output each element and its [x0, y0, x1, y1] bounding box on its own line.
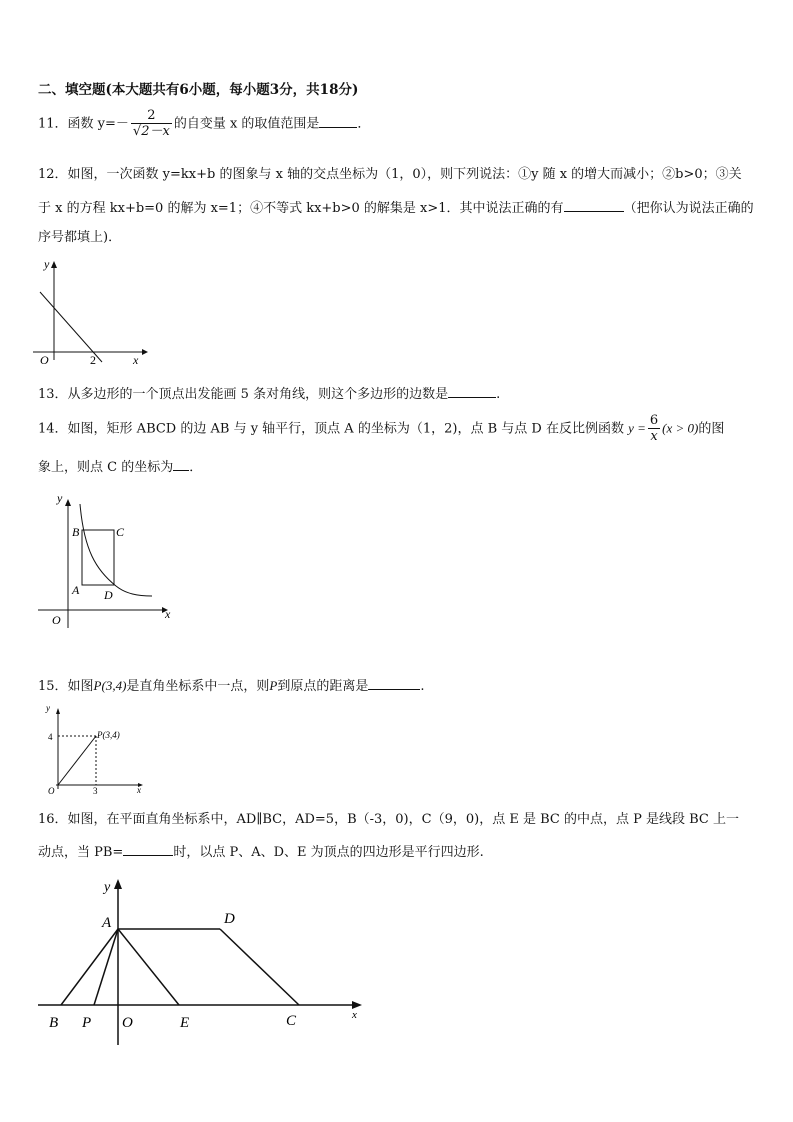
- q15-label-o: O: [48, 786, 55, 796]
- q16-x-arrow-icon: [352, 1001, 362, 1009]
- q15-label-p: P(3,4): [97, 730, 120, 740]
- section-title: 二、填空题(本大题共有6小题，每小题3分，共18分): [38, 82, 359, 98]
- q16-label-y: y: [104, 880, 111, 895]
- q16-segment-ab: [61, 929, 118, 1005]
- q15-prefix: 15．如图: [38, 679, 94, 694]
- q14-label-d: D: [104, 588, 113, 602]
- q16-segment-ap: [94, 929, 118, 1005]
- q16-label-c: C: [286, 1013, 297, 1029]
- q16-figure: [34, 875, 374, 1050]
- q15-label-x: x: [137, 785, 141, 795]
- q14-line2: [38, 458, 202, 477]
- q14-func-den: x: [648, 428, 660, 445]
- q11-fraction: [131, 108, 172, 140]
- question-11: [38, 108, 370, 140]
- q16-label-d: D: [224, 911, 235, 927]
- q13-text: 13．从多边形的一个顶点出发能画 5 条对角线，则这个多边形的边数是: [38, 387, 449, 402]
- q11-denominator: √2－x: [132, 124, 170, 139]
- q14-line1a: 14．如图，矩形 ABCD 的边 AB 与 y 轴平行，顶点 A 的坐标为（1，2)，点 B 与点 D 在反比例函数: [38, 421, 624, 437]
- q16-label-a: A: [102, 915, 112, 931]
- q15-point: P(3,4): [93, 678, 127, 693]
- q15-p: P: [269, 678, 278, 693]
- q15-mid: 是直角坐标系中一点，则: [126, 679, 270, 694]
- q11-suffix: 的自变量 x 的取值范围是: [173, 116, 320, 132]
- q12-figure: [30, 252, 150, 367]
- q12-line2a: 于 x 的方程 kx+b=0 的解为 x=1；④不等式 kx+b>0 的解集是 x>1．其中说法正确的有: [38, 201, 564, 216]
- question-13: [38, 385, 500, 404]
- q12-line2b: （把你认为说法正确的: [623, 201, 754, 216]
- q14-label-b: B: [72, 525, 80, 539]
- q15-end: .: [420, 679, 425, 694]
- q12-label-x: x: [133, 353, 139, 367]
- q15-suffix: 到原点的距离是: [277, 679, 369, 694]
- q14-func-fraction: [648, 413, 660, 445]
- q15-label-y: y: [46, 703, 50, 713]
- q14-hyperbola: [80, 504, 152, 596]
- q11-numerator: 2: [147, 108, 156, 123]
- q15-y-arrow-icon: [56, 708, 60, 714]
- q14-label-x: x: [165, 607, 171, 621]
- q14-line2a: 象上，则点 C 的坐标为: [38, 460, 174, 475]
- q16-line1: 16．如图，在平面直角坐标系中，AD∥BC，AD=5，B（-3，0)，C（9，0)，点 E 是 BC 的中点，点 P 是线段 BC 上一: [38, 812, 739, 827]
- q14-label-y: y: [57, 491, 63, 505]
- q12-line2: [38, 199, 754, 218]
- q14-func-num: 6: [649, 413, 659, 428]
- q13-end: .: [496, 387, 501, 402]
- q14-rectangle: [82, 530, 114, 585]
- q14-line2b: ．: [189, 460, 203, 475]
- q16-segment-dc: [220, 929, 299, 1005]
- q12-label-o: O: [40, 353, 49, 367]
- q11-answer-blank[interactable]: [319, 115, 357, 128]
- question-15: [38, 677, 425, 696]
- q16-answer-blank[interactable]: [123, 843, 173, 856]
- q12-line1: 12．如图，一次函数 y=kx+b 的图象与 x 轴的交点坐标为（1，0），则下列说法：①y 随 x 的增大而减小；②b>0；③关: [38, 167, 742, 182]
- q15-segment-op: [58, 736, 96, 785]
- q16-segment-ae: [118, 929, 179, 1005]
- q16-label-p: P: [82, 1015, 92, 1031]
- q16-line2a: 动点，当 PB=: [38, 845, 124, 860]
- q12-x-arrow-icon: [142, 349, 148, 355]
- q14-line1: [38, 413, 724, 445]
- q16-line2: [38, 843, 484, 862]
- q15-answer-blank[interactable]: [368, 677, 420, 690]
- q12-line3: 序号都填上)．: [38, 230, 122, 245]
- q16-y-arrow-icon: [114, 879, 122, 889]
- q12-label-y: y: [44, 257, 50, 271]
- q16-line2b: 时，以点 P、A、D、E 为顶点的四边形是平行四边形.: [173, 845, 484, 860]
- q14-answer-blank[interactable]: [173, 458, 189, 471]
- q16-label-x: x: [352, 1009, 357, 1021]
- q14-label-a: A: [72, 583, 80, 597]
- q14-line1b: 的图: [698, 421, 725, 437]
- q15-figure: [40, 703, 150, 798]
- q15-label-4: 4: [48, 732, 53, 742]
- q11-end: ．: [357, 116, 371, 132]
- q12-y-arrow-icon: [51, 261, 57, 268]
- q14-func-lhs: y =: [628, 420, 646, 436]
- q14-func-cond: (x > 0): [662, 420, 699, 436]
- q12-label-2: 2: [90, 353, 96, 367]
- q12-answer-blank[interactable]: [564, 199, 624, 212]
- q13-answer-blank[interactable]: [448, 385, 496, 398]
- q16-label-o: O: [122, 1015, 133, 1031]
- q14-y-arrow-icon: [65, 499, 71, 506]
- q14-label-o: O: [52, 613, 61, 627]
- q11-prefix: 11．函数 y=－: [38, 116, 129, 132]
- q16-label-e: E: [180, 1015, 190, 1031]
- q15-label-3: 3: [93, 786, 98, 796]
- q16-label-b: B: [49, 1015, 59, 1031]
- q14-label-c: C: [116, 525, 125, 539]
- q14-figure: [34, 490, 184, 630]
